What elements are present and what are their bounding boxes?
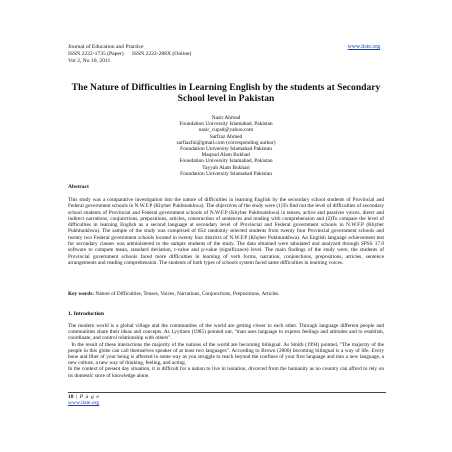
introduction-body — [68, 323, 384, 379]
intro-paragraph: In the context of present day situation, it is difficult for a nation to live in isolation, divorced from the humanity as no country can afford to rely on its domestic store of knowledge alone. — [68, 366, 384, 379]
introduction-heading: 1. Introduction — [68, 311, 104, 317]
author-line: Foundation University Islamabad Pakistan — [180, 146, 272, 153]
journal-header — [68, 44, 191, 64]
journal-name: Journal of Education and Practice — [68, 44, 144, 50]
author-line: Foundation University Islamabad, Pakistan — [179, 158, 273, 165]
author-line: Maqsud Alam Bukhari — [201, 152, 251, 159]
journal-volume: Vol 2, No 10, 2011 — [68, 57, 111, 64]
keywords — [68, 291, 384, 297]
intro-paragraph: The modern world is a global village and the communities of the world are getting closer to each other. Through language different people and communities share their ideas and concepts. As Lyytinen (1985) pointed out, "man uses language to express feelings and attitudes and to establish, coordinate, and control relationship with others". — [68, 323, 384, 342]
paper-title: The Nature of Difficulties in Learning English by the students at Secondary School level in Pakistan — [71, 82, 381, 105]
footer-website-link[interactable]: www.iiste.org — [68, 400, 100, 406]
author-line: sarfiazfui@gmail.com (corresponding author) — [176, 139, 276, 146]
author-line: Sarfraz Ahmed — [209, 133, 243, 140]
author-line: Foundation University Islamabad Pakistan — [180, 170, 272, 177]
intro-paragraph: In the result of these interactions the majority of the nations of the world are becoming bilingual. As Smith (1994) pointed, "The majority of the people in this globe can call themselves speaker of at least two languages". According to Brown (2000) becoming bilingual is a way of life. Every bone and fiber of your being is affected in some way as you struggle to reach beyond the confines of your first language and into a new language, a new culture, a new way of thinking, feeling, and acting. — [68, 341, 386, 367]
author-block — [70, 115, 382, 177]
author-line: Foundation University Islamabad, Pakistan — [179, 121, 273, 128]
abstract-heading: Abstract — [68, 184, 89, 190]
author-line: Tayyab Alam Bukhari — [202, 164, 250, 171]
author-line: Nasir Ahmad — [211, 115, 241, 121]
page-word: | P a g e — [73, 394, 100, 400]
journal-website-link[interactable]: www.iiste.org — [347, 44, 380, 50]
author-line: nasir_cupsd@yahoo.com — [198, 127, 254, 134]
keywords-text: Nature of Difficulties, Tenses, Voices, Narrations, Conjunctions, Prepositions, Articles. — [94, 291, 280, 297]
abstract-body: This study was a comparative investigation into the nature of difficulties in learning English by the secondary school students of Provincial and Federal government schools in N.W.F.P (Khyber Pukhtunkhwa). The objectives of the study were (1)To find out the level of difficulties of secondary school students of Provincial and Federal government schools of N.W.F.P (Khyber Pukhtunkhwa) in tenses, active and passives voices, direct and indirect narrations, conjunctions, prepositions, articles, construction of sentences and reading with comprehension and (2)To compare the level of difficulties in learning English as a second language at secondary level of Provincial and Federal government schools in N.W.F.P (Khyber Pukhtunkhwa). The sample of the study was comprised of 654 randomly selected students from twenty four Provincial government schools and twenty two Federal government schools located in twenty four districts of N.W.F.P (Khyber Pukhtunkhwa). An English language achievement test for secondary classes was administered to the sample students of the study. The data obtained were tabulated and analyzed through SPSS 17.0 software to compute mean, standard deviation, t-value and p-value (significance) level. The main findings of the study were, the students of Provincial government schools faced more difficulties in learning of verb forms, narration, conjunctions, prepositions, articles, sentence arrangements and reading comprehension. The students of both types of schools system faced same difficulties in learning voices. — [68, 197, 384, 266]
journal-issn: ISSN 2222-1735 (Paper) ISSN 2222-288X (Online) — [68, 50, 192, 57]
page-number-value: 18 — [68, 394, 74, 400]
page-footer — [68, 392, 386, 406]
keywords-label: Key words: — [68, 291, 95, 297]
